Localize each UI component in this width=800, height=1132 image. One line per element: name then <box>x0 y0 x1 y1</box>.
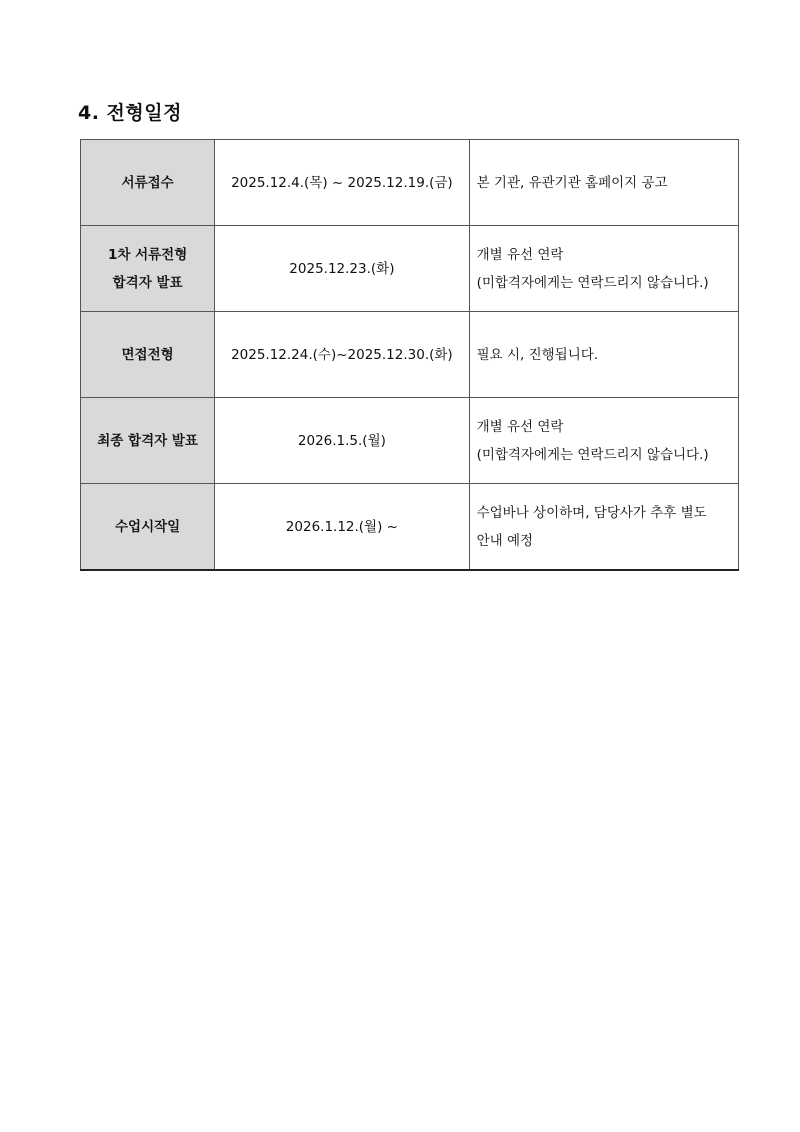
stage-cell <box>81 226 215 312</box>
note-cell <box>469 226 738 312</box>
table-row <box>81 226 739 312</box>
note-line: 필요 시, 진행됩니다. <box>476 346 599 363</box>
note-line: (미합격자에게는 연락드리지 않습니다.) <box>476 446 709 463</box>
schedule-table <box>80 139 739 571</box>
table-row <box>81 484 739 571</box>
note-line: 안내 예정 <box>476 532 534 549</box>
date-cell: 2025.12.4.(목) ~ 2025.12.19.(금) <box>215 140 469 226</box>
note-line: 본 기관, 유관기관 홈페이지 공고 <box>476 174 668 191</box>
stage-label: 합격자 발표 <box>112 274 183 291</box>
date-cell: 2026.1.5.(월) <box>215 398 469 484</box>
table-row <box>81 398 739 484</box>
stage-cell <box>81 140 215 226</box>
note-cell <box>469 398 738 484</box>
note-cell <box>469 484 738 571</box>
stage-cell <box>81 484 215 571</box>
note-cell <box>469 312 738 398</box>
date-cell: 2025.12.23.(화) <box>215 226 469 312</box>
stage-label: 1차 서류전형 <box>107 246 188 263</box>
note-line: 수업바나 상이하며, 담당사가 추후 별도 <box>476 504 707 521</box>
stage-label: 서류접수 <box>121 174 174 191</box>
note-line: 개별 유선 연락 <box>476 246 564 263</box>
table-row <box>81 312 739 398</box>
note-line: (미합격자에게는 연락드리지 않습니다.) <box>476 274 709 291</box>
stage-cell <box>81 312 215 398</box>
stage-label: 수업시작일 <box>114 518 181 535</box>
table-row <box>81 140 739 226</box>
note-cell <box>469 140 738 226</box>
date-cell: 2025.12.24.(수)~2025.12.30.(화) <box>215 312 469 398</box>
stage-label: 면접전형 <box>121 346 174 363</box>
note-line: 개별 유선 연락 <box>476 418 564 435</box>
date-cell: 2026.1.12.(월) ~ <box>215 484 469 571</box>
stage-label: 최종 합격자 발표 <box>97 432 198 449</box>
section-title: 4. 전형일정 <box>78 102 182 124</box>
stage-cell <box>81 398 215 484</box>
